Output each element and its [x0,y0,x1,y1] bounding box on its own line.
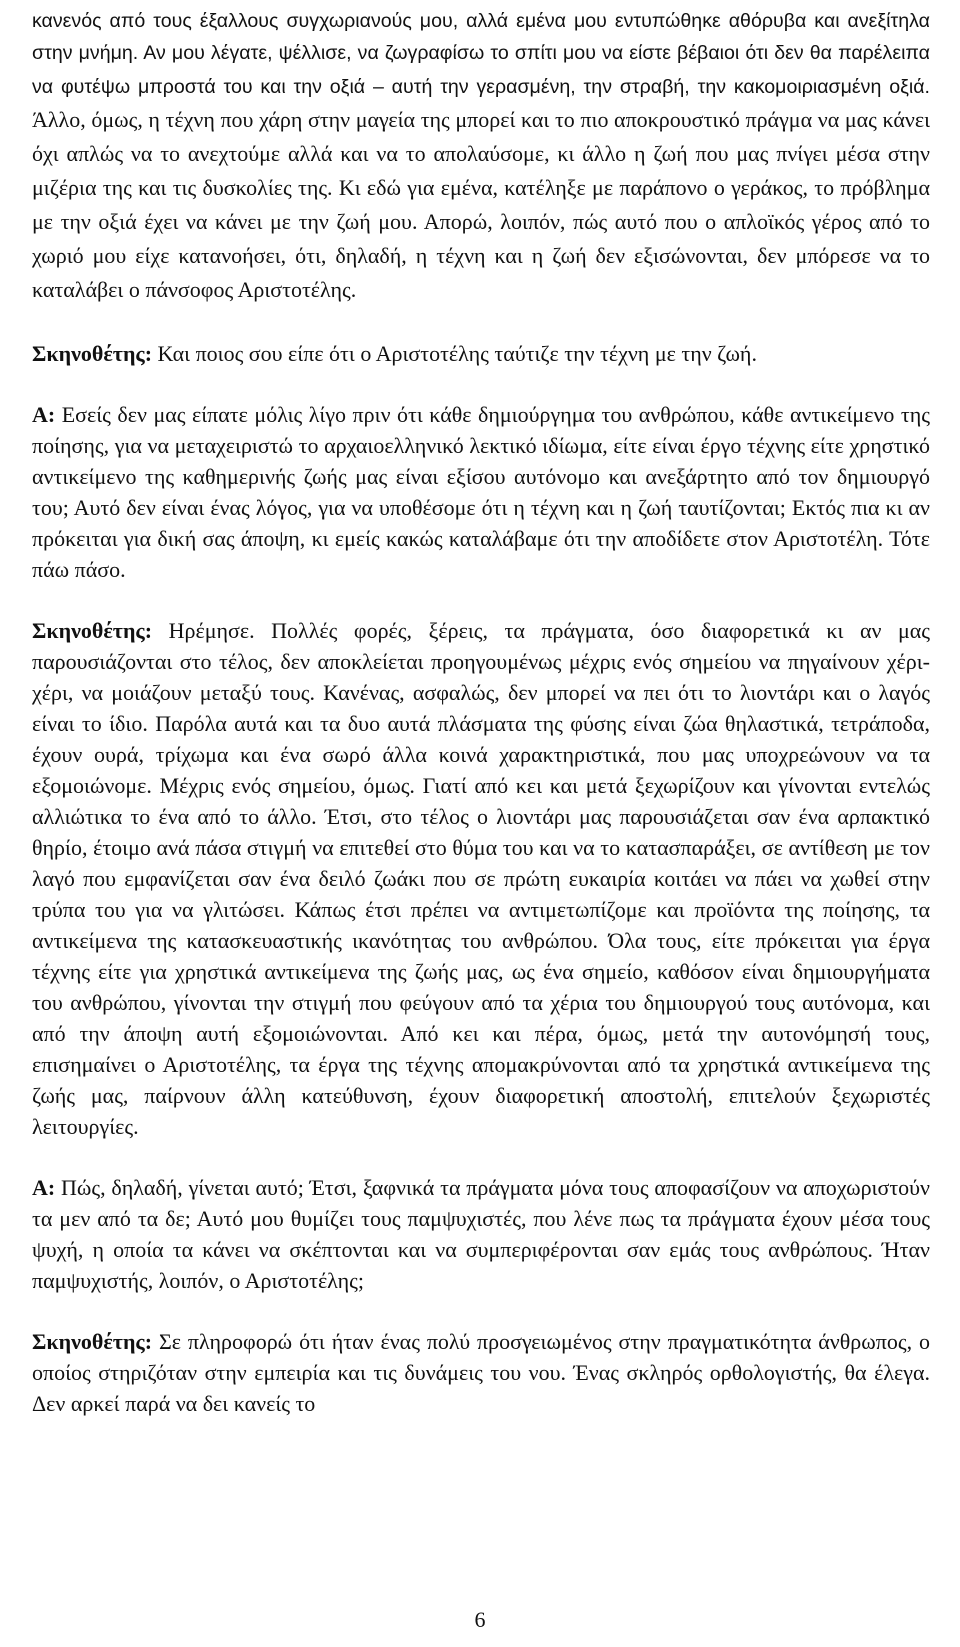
dialogue-text: Ηρέμησε. Πολλές φορές, ξέρεις, τα πράγματα, όσο διαφορετικά κι αν μας παρουσιάζονται στο τέλος, δεν αποκλείεται προηγουμένως μέχρις ενός σημείου να πηγαίνουν χέρι-χέρι, να μοιάζουν μεταξύ τους. Κανένας, ασφαλώς, δεν μπορεί να πει ότι το λιοντάρι και ο λαγός είναι το ίδιο. Παρόλα αυτά και τα δυο αυτά πλάσματα της φύσης είναι ζώα θηλαστικά, τετράποδα, έχουν ουρά, τρίχωμα και ένα σωρό άλλα κοινά χαρακτηριστικά, που μας υποχρεώνουν να τα εξομοιώνομε. Μέχρις ενός σημείου, όμως. Γιατί από κει και μετά ξεχωρίζουν και γίνονται εντελώς αλλιώτικα το ένα από το άλλο. Έτσι, στο τέλος ο λιοντάρι μας παρουσιάζεται σαν ένα αρπακτικό θηρίο, έτοιμο ανά πάσα στιγμή να επιτεθεί στο θύμα του και να το κατασπαράξει, σε αντίθεση με τον λαγό που εμφανίζεται σαν ένα δειλό ζωάκι που σε πρώτη ευκαιρία κοιτάει να πάει να χωθεί στην τρύπα του για να γλιτώσει. Κάπως έτσι πρέπει να αντιμετωπίζομε και προϊόντα της ποίησης, τα αντικείμενα της κατασκευαστικής ικανότητας του ανθρώπου. Όλα τους, είτε πρόκειται για έργα τέχνης είτε για χρηστικά αντικείμενα της ζωής μας, ως ένα σημείο, καθόσον είναι δημιουργήματα του ανθρώπου, γίνονται την στιγμή που φεύγουν από τα χέρια του δημιουργού τους αυτόνομα, και από την άποψη αυτή εξομοιώνονται. Από κει και πέρα, όμως, μετά την αυτονόμησή τους, επισημαίνει ο Αριστοτέλης, τα έργα της τέχνης απομακρύνονται από τα χρηστικά αντικείμενα της ζωής μας, παίρνουν άλλη κατεύθυνση, έχουν διαφορετική αποστολή, επιτελούν ξεχωριστές λειτουργίες. [32,618,930,1139]
paragraph-gap [32,308,930,338]
page-number: 6 [474,1607,486,1632]
dialogue-paragraph-a-1 [32,399,930,585]
speaker-label: Σκηνοθέτης: [32,618,153,643]
paragraph-gap [32,1142,930,1172]
speaker-label: Σκηνοθέτης: [32,341,153,366]
speaker-label: Α: [32,1175,56,1200]
intro-rest-text: Άλλο, όμως, η τέχνη που χάρη στην μαγεία της μπορεί και το πιο αποκρουστικό πράγμα να μας κάνει όχι απλώς να το ανεχτούμε αλλά και να το απολαύσομε, κι άλλο η ζωή που μας πνίγει μέσα στην μιζέρια της και τις δυσκολίες της. Κι εδώ για εμένα, κατέληξε με παράπονο ο γεράκος, το πρόβλημα με την οξιά έχει να κάνει με την ζωή μου. Απορώ, λοιπόν, πώς αυτό που ο απλοϊκός γέρος από το χωριό μου είχε κατανοήσει, ότι, δηλαδή, η τέχνη και η ζωή δεν εξισώνονται, δεν μπόρεσε να το καταλάβει ο πάνσοφος Αριστοτέλης. [32,107,930,302]
dialogue-paragraph-a-2 [32,1172,930,1296]
intro-lead-text: κανενός από τους έξαλλους συγχωριανούς μου, αλλά εμένα μου εντυπώθηκε αθόρυβα και ανεξίτηλα στην μνήμη. Αν μου λέγατε, ψέλλισε, να ζωγραφίσω το σπίτι μου να είστε βέβαιοι ότι δεν θα παρέλειπα να φυτέψω μπροστά του και την οξιά – αυτή την γερασμένη, την στραβή, την κακομοιριασμένη οξιά. [32,10,930,98]
dialogue-text: Εσείς δεν μας είπατε μόλις λίγο πριν ότι κάθε δημιούργημα του ανθρώπου, κάθε αντικείμενο της ποίησης, για να μεταχειριστώ το αρχαιοελληνικό λεκτικό ιδίωμα, είτε είναι έργο τέχνης είτε χρηστικό αντικείμενο της καθημερινής ζωής μας είναι εξίσου αυτόνομο και ανεξάρτητο από τον δημιουργό του; Αυτό δεν είναι ένας λόγος, για να υποθέσομε ότι η τέχνη και η ζωή ταυτίζονται; Εκτός πια κι αν πρόκειται για δική σας άποψη, κι εμείς κακώς καταλάβαμε ότι την αποδίδετε στον Αριστοτέλη. Τότε πάω πάσο. [32,402,930,582]
dialogue-text: Σε πληροφορώ ότι ήταν ένας πολύ προσγειωμένος στην πραγματικότητα άνθρωπος, ο οποίος στηριζόταν στην εμπειρία και τις δυνάμεις του νου. Ένας σκληρός ορθολογιστής, θα έλεγα. Δεν αρκεί παρά να δει κανείς το [32,1329,930,1416]
dialogue-paragraph-director-2 [32,615,930,1142]
paragraph-gap [32,369,930,399]
dialogue-paragraph-director-1 [32,338,930,369]
speaker-label: Σκηνοθέτης: [32,1329,153,1354]
intro-paragraph [32,6,930,308]
paragraph-gap [32,1296,930,1326]
speaker-label: Α: [32,402,56,427]
dialogue-text: Και ποιος σου είπε ότι ο Αριστοτέλης ταύτιζε την τέχνη με την ζωή. [152,341,757,366]
dialogue-text: Πώς, δηλαδή, γίνεται αυτό; Έτσι, ξαφνικά τα πράγματα μόνα τους αποφασίζουν να αποχωριστούν τα μεν από τα δε; Αυτό μου θυμίζει τους παμψυχιστές, που λένε πως τα πράγματα έχουν μέσα τους ψυχή, η οποία τα κάνει να σκέπτονται και να συμπεριφέρονται σαν εμάς τους ανθρώπους. Ήταν παμψυχιστής, λοιπόν, ο Αριστοτέλης; [32,1175,930,1293]
dialogue-paragraph-director-3 [32,1326,930,1419]
paragraph-gap [32,585,930,615]
